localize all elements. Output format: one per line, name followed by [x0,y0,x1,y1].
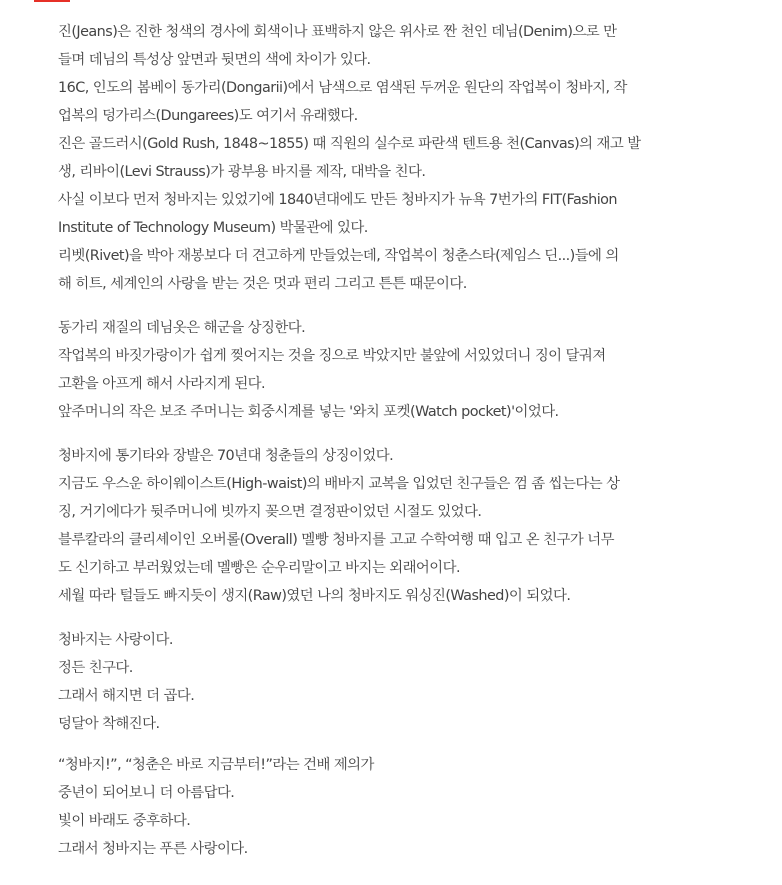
text-line: 그래서 청바지는 푸른 사랑이다. [58,841,248,857]
text-line: 진은 골드러시(Gold Rush, 1848~1855) 때 직원의 실수로 파란색 텐트용 천(Canvas)의 재고 발 [58,136,641,152]
text-line: 동가리 재질의 데님옷은 해군을 상징한다. [58,320,306,336]
text-line: 들며 데님의 특성상 앞면과 뒷면의 색에 차이가 있다. [58,52,371,68]
text-line: “청바지!”, “청춘은 바로 지금부터!”라는 건배 제의가 [58,757,374,773]
text-line: Institute of Technology Museum) 박물관에 있다. [58,220,368,236]
article-body [58,18,733,876]
text-line: 덩달아 착해진다. [58,716,160,732]
text-line: 16C, 인도의 봄베이 동가리(Dongarii)에서 남색으로 염색된 두꺼운 원단의 작업복이 청바지, 작 [58,80,627,96]
text-line: 청바지에 통기타와 장발은 70년대 청춘들의 상징이었다. [58,448,394,464]
paragraph [58,18,733,298]
paragraph [58,442,733,610]
text-line: 징, 거기에다가 뒷주머니에 빗까지 꽂으면 결정판이었던 시절도 있었다. [58,504,482,520]
text-line: 청바지는 사랑이다. [58,632,173,648]
paragraph [58,626,733,738]
text-line: 사실 이보다 먼저 청바지는 있었기에 1840년대에도 만든 청바지가 뉴욕 7번가의 FIT(Fashion [58,192,618,208]
text-line: 해 히트, 세계인의 사랑을 받는 것은 멋과 편리 그리고 튼튼 때문이다. [58,276,467,292]
text-line: 지금도 우스운 하이웨이스트(High-waist)의 배바지 교복을 입었던 친구들은 껌 좀 씹는다는 상 [58,476,620,492]
text-line: 생, 리바이(Levi Strauss)가 광부용 바지를 제작, 대박을 친다. [58,164,426,180]
text-line: 고환을 아프게 해서 사라지게 된다. [58,376,266,392]
text-line: 세월 따라 털들도 빠지듯이 생지(Raw)였던 나의 청바지도 워싱진(Washed)이 되었다. [58,588,571,604]
text-line: 정든 친구다. [58,660,133,676]
accent-bar [34,0,70,2]
text-line: 도 신기하고 부러웠었는데 멜빵은 순우리말이고 바지는 외래어이다. [58,560,461,576]
paragraph [58,751,733,863]
text-line: 블루칼라의 클리셰이인 오버롤(Overall) 멜빵 청바지를 고교 수학여행 때 입고 온 친구가 너무 [58,532,614,548]
text-line: 리벳(Rivet)을 박아 재봉보다 더 견고하게 만들었는데, 작업복이 청춘스타(제임스 딘...)들에 의 [58,248,619,264]
text-line: 진(Jeans)은 진한 청색의 경사에 회색이나 표백하지 않은 위사로 짠 천인 데님(Denim)으로 만 [58,24,617,40]
text-line: 빛이 바래도 중후하다. [58,813,191,829]
text-line: 업복의 덩가리스(Dungarees)도 여기서 유래했다. [58,108,358,124]
text-line: 그래서 해지면 더 곱다. [58,688,195,704]
text-line: 중년이 되어보니 더 아름답다. [58,785,235,801]
text-line: 작업복의 바짓가랑이가 쉽게 찢어지는 것을 징으로 박았지만 불앞에 서있었더니 징이 달궈져 [58,348,606,364]
paragraph [58,314,733,426]
text-line: 앞주머니의 작은 보조 주머니는 회중시계를 넣는 '와치 포켓(Watch pocket)'이었다. [58,404,559,420]
